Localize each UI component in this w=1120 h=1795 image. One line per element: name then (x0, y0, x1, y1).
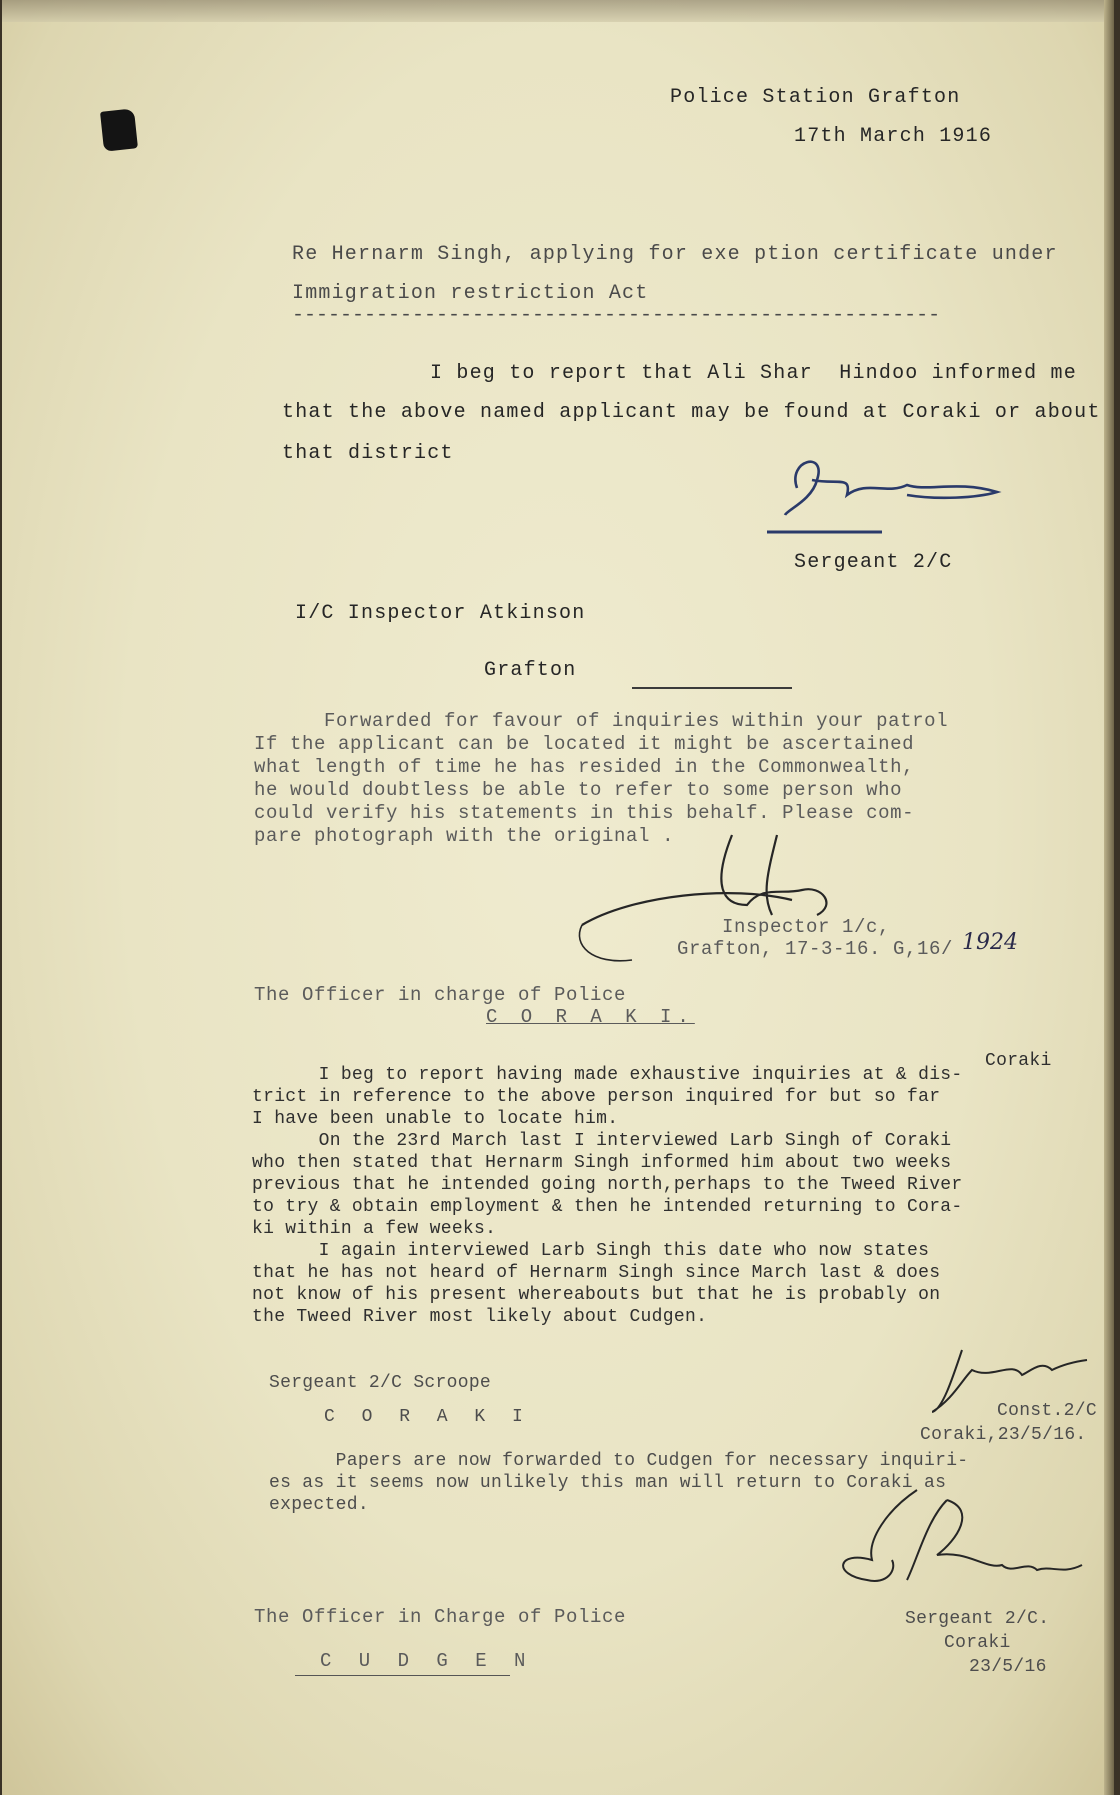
address2-line-1: The Officer in charge of Police (254, 984, 627, 1006)
forward2-date: 23/5/16 (969, 1657, 1047, 1677)
report2-line: On the 23rd March last I interviewed Larb Singh of Coraki (252, 1131, 952, 1151)
file-number-handwritten: 1924 (962, 930, 1018, 955)
address4-line-2: C U D G E N (320, 1650, 534, 1672)
forward1-line: If the applicant can be located it might be ascertained (254, 733, 915, 755)
report2-place-date: Coraki,23/5/16. (920, 1425, 1087, 1445)
forward1-block (254, 710, 949, 847)
forward1-line: he would doubtless be able to refer to some person who (254, 779, 903, 801)
report1-line-2: that the above named applicant may be found at Coraki or about (282, 401, 1101, 424)
forward1-line: Forwarded for favour of inquiries within your patrol (324, 710, 949, 732)
report2-line: previous that he intended going north,perhaps to the Tweed River (252, 1175, 963, 1195)
forward1-signoff-2: Grafton, 17-3-16. G,16/ (677, 938, 954, 960)
address3-line-2: C O R A K I (324, 1407, 531, 1427)
report2-line: I have been unable to locate him. (252, 1109, 619, 1129)
report2-line: not know of his present whereabouts but that he is probably on (252, 1285, 941, 1305)
forward1-line: pare photograph with the original . (254, 825, 675, 847)
report2-line: the Tweed River most likely about Cudgen. (252, 1307, 708, 1327)
forward1-line: could verify his statements in this behalf. Please com- (254, 802, 915, 824)
report1-line-3: that district (282, 442, 454, 465)
address4-underline (295, 1675, 510, 1676)
report2-line: I again interviewed Larb Singh this date who now states (252, 1241, 930, 1261)
address1-line-2: Grafton (484, 659, 577, 682)
report2-rank: Const.2/C (997, 1401, 1097, 1421)
report2-line: I beg to report having made exhaustive inquiries at & dis- (252, 1065, 963, 1085)
subject-line-2: Immigration restriction Act (292, 282, 649, 305)
forward1-line: what length of time he has resided in the Commonwealth, (254, 756, 915, 778)
address3-line-1: Sergeant 2/C Scroope (269, 1373, 492, 1393)
subject-line-1: Re Hernarm Singh, applying for exe ption certificate under (292, 243, 1058, 266)
forward1-signoff-1: Inspector 1/c, (722, 916, 891, 938)
report2-line: to try & obtain employment & then he intended returning to Cora- (252, 1197, 963, 1217)
address2-line-2: C O R A K I. (486, 1006, 695, 1028)
page-right-edge (1104, 0, 1114, 1795)
letter-date: 17th March 1916 (794, 125, 993, 148)
report1-rank: Sergeant 2/C (794, 551, 953, 574)
address4-line-1: The Officer in Charge of Police (254, 1606, 627, 1628)
forward2-rank: Sergeant 2/C. (905, 1609, 1050, 1629)
report1-line-1: I beg to report that Ali Shar Hindoo informed me (430, 362, 1077, 385)
forward2-place: Coraki (944, 1633, 1011, 1653)
report2-line: ki within a few weeks. (252, 1219, 497, 1239)
document-page (2, 0, 1114, 1795)
sergeant-signature (757, 440, 1017, 540)
forward2-line: es as it seems now unlikely this man will return to Coraki as (269, 1473, 947, 1493)
report2-block (252, 1064, 963, 1328)
report2-line: that he has not heard of Hernarm Singh since March last & does (252, 1263, 941, 1283)
report2-insert-coraki: Coraki (985, 1051, 1052, 1071)
address1-underline (632, 687, 792, 689)
forward2-line: Papers are now forwarded to Cudgen for necessary inquiri- (269, 1451, 969, 1471)
address1-line-1: I/C Inspector Atkinson (295, 602, 586, 625)
scroope-signature (827, 1480, 1097, 1610)
report2-line: trict in reference to the above person inquired for but so far (252, 1087, 941, 1107)
subject-dash-rule: ------------------------------------------------------ (292, 304, 941, 327)
forward2-line: expected. (269, 1495, 369, 1515)
page-top-edge (2, 0, 1114, 22)
punch-hole-mark (100, 108, 138, 151)
station-heading: Police Station Grafton (670, 86, 961, 109)
report2-line: who then stated that Hernarm Singh informed him about two weeks (252, 1153, 952, 1173)
